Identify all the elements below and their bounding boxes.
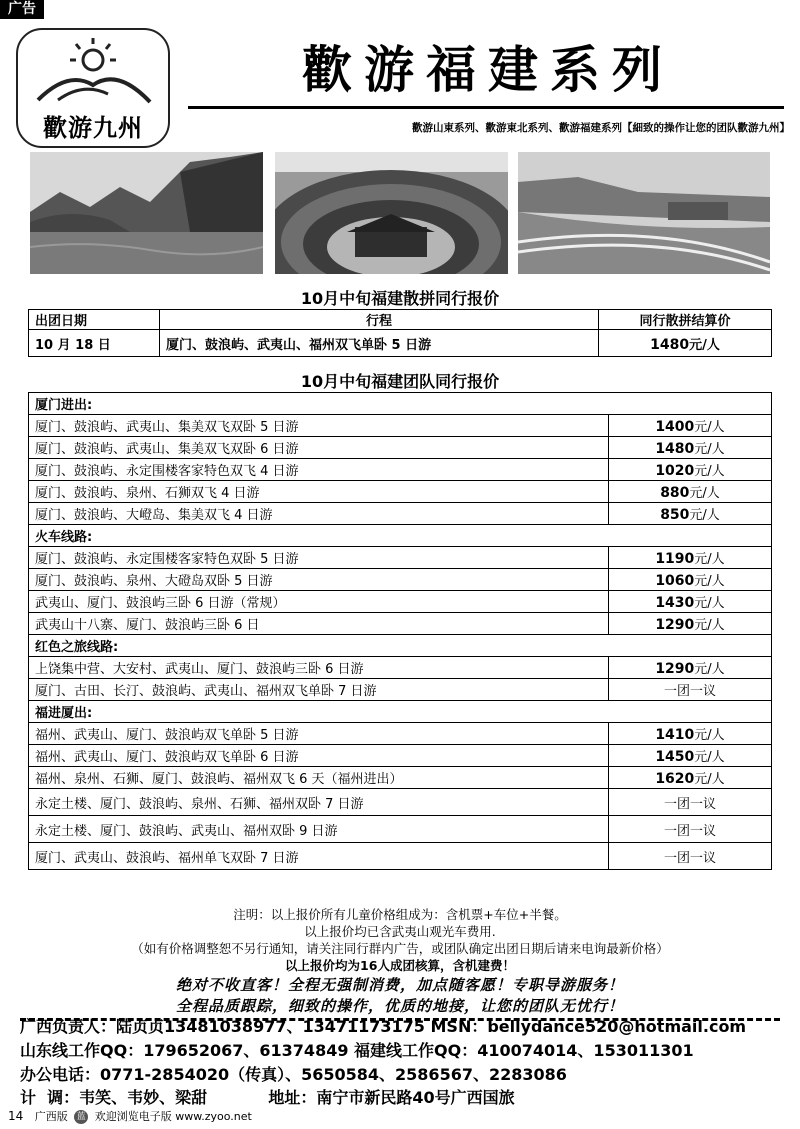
footer [8,1108,252,1124]
price-unit: 元/人 [694,662,725,677]
slogan-line-2: 全程品质跟踪，细致的操作，优质的地接，让您的团队无忧行！ [175,997,624,1015]
table-row [29,843,772,870]
route-cell: 厦门、鼓浪屿、泉州、石狮双飞 4 日游 [29,481,609,503]
route-cell: 厦门、武夷山、鼓浪屿、福州单飞双卧 7 日游 [29,843,609,870]
price-unit: 一团一议 [663,823,716,839]
category-header: 红色之旅线路: [29,635,772,657]
photo-wuyishan-river [30,152,263,274]
price-cell [609,415,772,437]
price-unit: 元/人 [694,420,725,435]
photo-tulou [275,152,508,274]
table-row [29,547,772,569]
table-row [29,591,772,613]
note-sightseeing-car: 以上报价均已含武夷山观光车费用. [304,924,496,939]
price-value: 850 [660,507,690,523]
section1-title: 10月中旬福建散拼同行报价 [300,289,500,308]
route-cell: 厦门、古田、长汀、鼓浪屿、武夷山、福州双飞单卧 7 日游 [29,679,609,701]
note-group-size: 以上报价均为16人成团核算，含机建费！ [285,958,515,973]
table-row [29,767,772,789]
price-cell [609,679,772,701]
route-cell: 福州、武夷山、厦门、鼓浪屿双飞单卧 5 日游 [29,723,609,745]
price-cell [609,767,772,789]
price-value: 1620 [655,771,695,787]
route-cell: 厦门、鼓浪屿、永定围楼客家特色双卧 5 日游 [29,547,609,569]
group-tour-table [28,392,772,870]
header-price: 同行散拼结算价 [599,310,772,330]
edition-badge: 蓝 [74,1110,88,1124]
contact-qq: 山东线工作QQ：179652067、61374849 福建线工作QQ：410074014、153011301 [20,1041,694,1060]
route-cell: 厦门、鼓浪屿、永定围楼客家特色双飞 4 日游 [29,459,609,481]
title-rule [188,106,784,109]
price-cell [609,745,772,767]
contact-staff-address: 计 调：韦笑、韦妙、梁甜 地址：南宁市新民路40号广西国旅 [20,1088,515,1107]
table-row [29,789,772,816]
price-value: 1430 [655,595,695,611]
contact-office-phone: 办公电话：0771-2854020（传真）、5650584、2586567、2283086 [20,1065,567,1084]
price-unit: 元/人 [694,574,725,589]
price-cell [609,843,772,870]
price-cell [609,591,772,613]
price-unit: 元/人 [689,486,720,501]
table-row [29,816,772,843]
price-cell [609,437,772,459]
price-unit: 一团一议 [663,796,716,812]
website-link[interactable]: 欢迎浏览电子版 www.zyoo.net [94,1110,252,1123]
logo-text: 歡游九州 [43,113,143,142]
route-cell: 永定土楼、厦门、鼓浪屿、泉州、石狮、福州双卧 7 日游 [29,789,609,816]
price-unit: 元/人 [694,596,725,611]
note-children-price: 注明：以上报价所有儿童价格组成为：含机票+车位+半餐。 [233,907,567,922]
price-cell [609,547,772,569]
price-cell [609,481,772,503]
price-value: 1400 [655,419,695,435]
section2-title: 10月中旬福建团队同行报价 [300,372,500,391]
price-unit: 一团一议 [663,684,716,699]
price-cell [609,459,772,481]
table-row [29,613,772,635]
table-row [29,745,772,767]
route-cell: 厦门、鼓浪屿、武夷山、集美双飞双卧 6 日游 [29,437,609,459]
route-cell: 永定土楼、厦门、鼓浪屿、武夷山、福州双卧 9 日游 [29,816,609,843]
price-value: 1060 [655,573,695,589]
category-header: 厦门进出: [29,393,772,415]
price-cell [609,613,772,635]
route-cell: 武夷山、厦门、鼓浪屿三卧 6 日游（常规） [29,591,609,613]
price-unit: 元/人 [694,728,725,743]
table-row [29,657,772,679]
price-value: 1450 [655,749,695,765]
price-unit: 元/人 [689,508,720,523]
table-row [29,481,772,503]
ad-tag: 广告 [0,0,44,19]
price-value: 1410 [655,727,695,743]
edition-label: 广西版 [34,1110,68,1123]
price-value: 1480 [655,441,695,457]
price-value: 880 [660,485,690,501]
header-route: 行程 [160,310,599,330]
price-value: 1190 [655,551,695,567]
table-row [29,437,772,459]
company-logo [16,28,170,148]
price-unit: 元/人 [694,552,725,567]
price-unit: 元/人 [694,464,725,479]
tour-price: 1480元/人 [599,330,772,357]
price-unit: 元/人 [694,750,725,765]
route-cell: 厦门、鼓浪屿、武夷山、集美双飞双卧 5 日游 [29,415,609,437]
price-cell [609,789,772,816]
page-title: 歡游福建系列 [302,40,674,99]
table-row [29,459,772,481]
price-cell [609,816,772,843]
price-cell [609,569,772,591]
price-value: 1290 [655,661,695,677]
header-date: 出团日期 [29,310,160,330]
category-header: 火车线路: [29,525,772,547]
table-row [29,415,772,437]
route-cell: 厦门、鼓浪屿、泉州、大磴岛双卧 5 日游 [29,569,609,591]
tour-route: 厦门、鼓浪屿、武夷山、福州双飞单卧 5 日游 [160,330,599,357]
scattered-tour-table [28,309,772,357]
page-number: 14 [8,1109,24,1123]
price-cell [609,657,772,679]
table-row [29,503,772,525]
contact-manager: 广西负责人：陆贞贞13481038977、13471173175 MSN：bellydance520@hotmail.com [20,1017,747,1036]
route-cell: 上饶集中营、大安村、武夷山、厦门、鼓浪屿三卧 6 日游 [29,657,609,679]
price-unit: 元/人 [694,772,725,787]
route-cell: 厦门、鼓浪屿、大嶝岛、集美双飞 4 日游 [29,503,609,525]
price-value: 1020 [655,463,695,479]
price-value: 1290 [655,617,695,633]
price-unit: 元/人 [694,618,725,633]
price-cell [609,503,772,525]
table-row [29,569,772,591]
category-header: 福进厦出: [29,701,772,723]
table-row [29,723,772,745]
route-cell: 福州、泉州、石狮、厦门、鼓浪屿、福州双飞 6 天（福州进出） [29,767,609,789]
route-cell: 福州、武夷山、厦门、鼓浪屿双飞单卧 6 日游 [29,745,609,767]
slogan-line-1: 绝对不收直客！全程无强制消费，加点随客愿！专职导游服务！ [175,976,624,994]
price-unit: 元/人 [694,442,725,457]
price-cell [609,723,772,745]
series-subtitle: 歡游山東系列、歡游東北系列、歡游福建系列【細致的操作让您的团队歡游九州】 [412,122,790,134]
price-unit: 一团一议 [663,850,716,866]
note-price-adjust: （如有价格调整恕不另行通知，请关注同行群内广告，或团队确定出团日期后请来电询最新价格） [131,941,669,956]
photo-railway-station [518,152,770,274]
route-cell: 武夷山十八寨、厦门、鼓浪屿三卧 6 日 [29,613,609,635]
tour-date: 10 月 18 日 [29,330,160,357]
table-row [29,679,772,701]
